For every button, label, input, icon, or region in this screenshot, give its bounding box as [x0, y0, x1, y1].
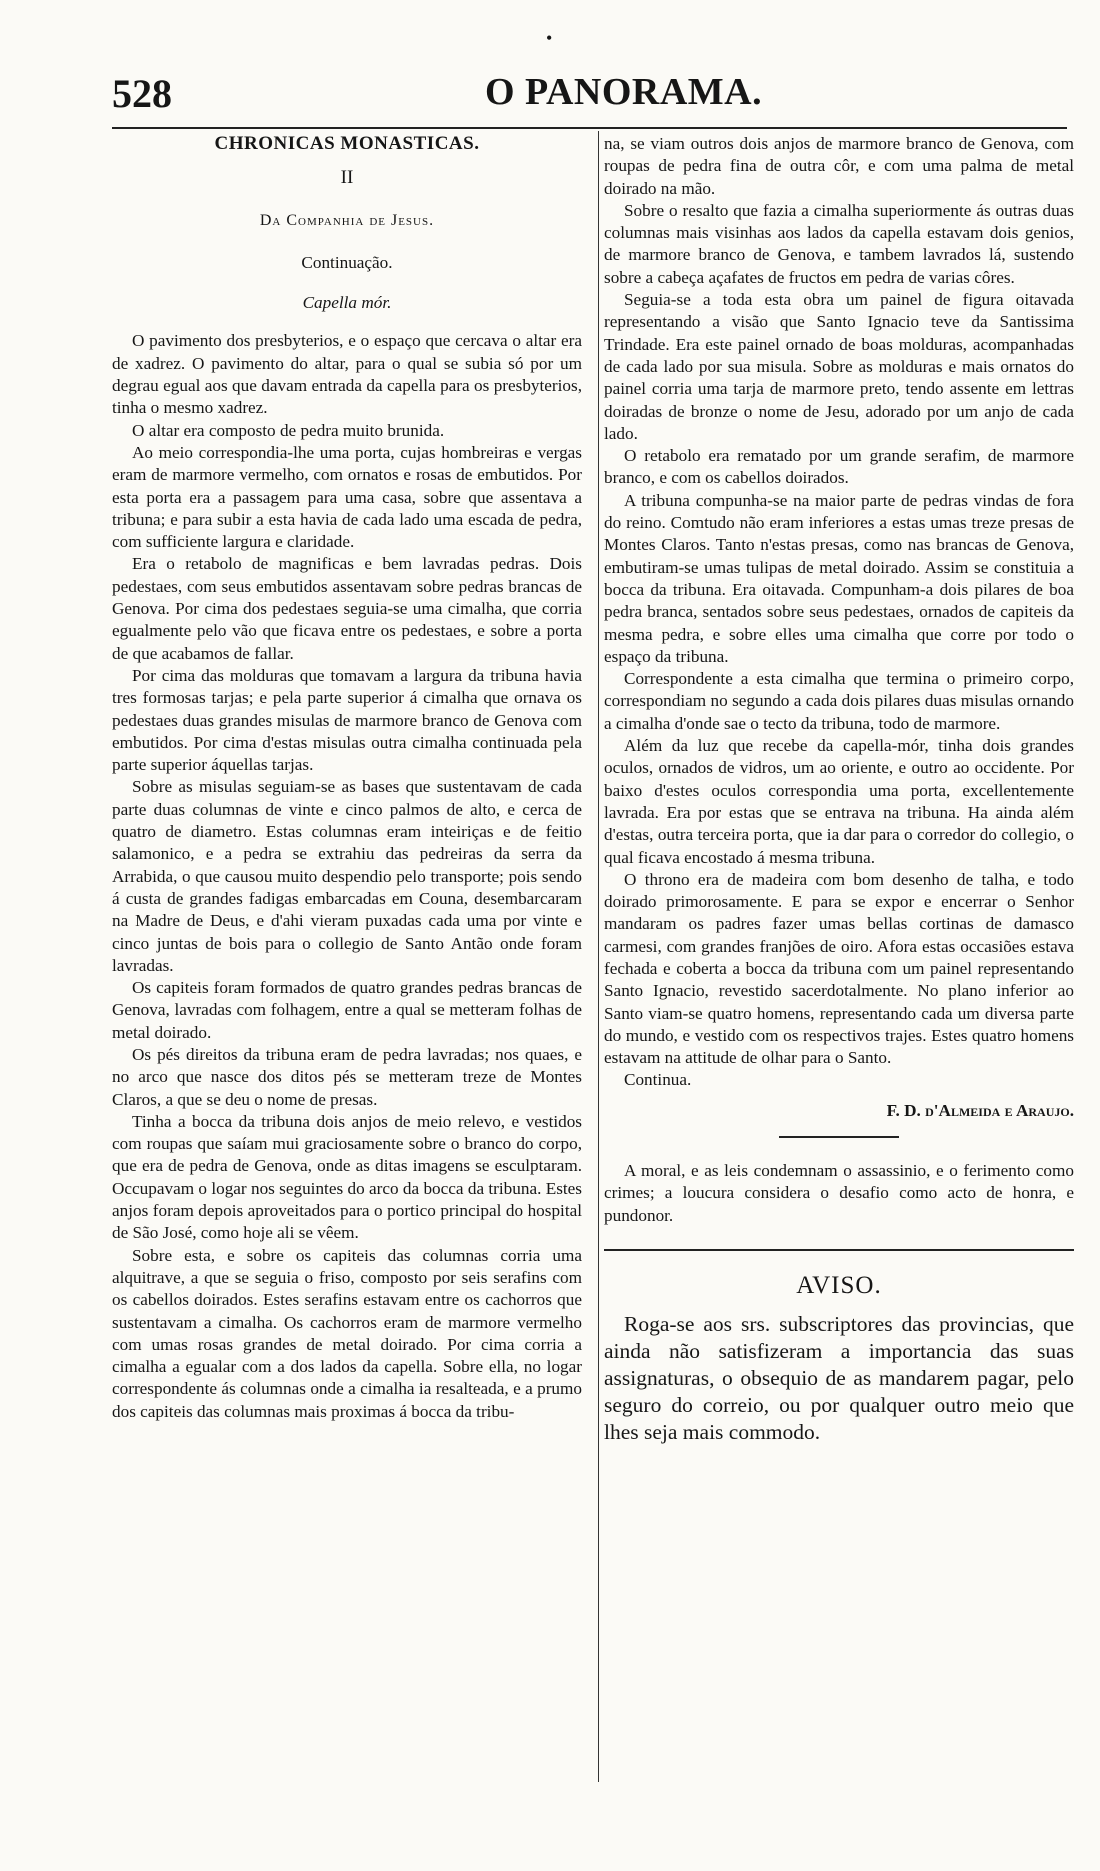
- paragraph: Além da luz que recebe da capella-mór, tinha dois grandes oculos, ornados de vidros, um ao oriente, e outro ao occidente. Por baixo d'estes oculos correspondia uma porta, excellentemente lavrada. Era por estas que se entrava na tribuna. Ha ainda além d'estas, outra terceira porta, que ia dar para o corredor do collegio, o qual ficava encostado á mesma tribuna.: [604, 736, 1074, 867]
- continuation-label: Continuação.: [301, 252, 393, 272]
- header-rule: [112, 127, 1067, 129]
- paragraph: Por cima das molduras que tomavam a largura da tribuna havia tres formosas tarjas; e pela parte superior á cimalha que ornava os pedestaes duas grandes misulas de marmore branco de Genova com embutidos. Por cima d'estas misulas outra cimalha continuada pela parte superior áquellas tarjas.: [112, 665, 582, 775]
- section-rule: [604, 1249, 1074, 1251]
- page-number: 528: [112, 71, 172, 116]
- continua-label: Continua.: [624, 1070, 692, 1090]
- paragraph: Sobre as misulas seguiam-se as bases que sustentavam de cada parte duas columnas de vinte e cinco palmos de alto, e cerca de quatro de diametro. Estas columnas eram inteiriças e de feitio salamonico, e a pedra se extrahiu das pedreiras da serra da Arrabida, o que causou muito despendio pelo transporte; pois sendo á custa de grandes fadigas embarcadas em Couna, desembarcaram na Madre de Deus, e d'ahi vieram puxadas cada uma por vinte e cinco juntas de bois para o collegio de Santo Antão onde foram lavradas.: [112, 777, 582, 975]
- paragraph: Era o retabolo de magnificas e bem lavradas pedras. Dois pedestaes, com seus embutidos assentavam sobre pedras brancas de Genova. Por cima dos pedestaes seguia-se uma cimalha, que corria egualmente pelo vão que ficava entre os pedestaes, e sobre a porta de que acabamos de fallar.: [112, 554, 582, 663]
- paragraph: A tribuna compunha-se na maior parte de pedras vindas de fora do reino. Comtudo não eram inferiores a estas umas treze presas de Montes Claros. Tanto n'estas presas, como nas brancas de Genova, embutiram-se umas tulipas de metal doirado. Assim se constituia a bocca da tribuna. Era oitavada. Compunham-a dois pilares de boa pedra branca, sentados sobre seus pedestaes, ornados de capiteis da mesma pedra, e sobre elles uma cimalha que corre por todo o espaço da tribuna.: [604, 490, 1074, 666]
- paragraph: Sobre esta, e sobre os capiteis das columnas corria uma alquitrave, a que se seguia o friso, composto por seis serafins com os cabellos doirados. Estes serafins estavam entre os cachorros que sustentavam a cimalha. Os cachorros eram de marmore vermelho com umas rosas grandes de metal doirado. Por cima corria a cimalha a egualar com a dos lados da capella. Sobre ella, no logar correspondente ás columnas onde a cimalha ia resalteada, e a prumo dos capiteis das columnas mais proximas á bocca da tribu-: [112, 1245, 582, 1421]
- paragraph: O altar era composto de pedra muito brunida.: [132, 420, 445, 440]
- section-title: Capella mór.: [302, 293, 392, 313]
- paragraph: Os capiteis foram formados de quatro grandes pedras brancas de Genova, lavradas com folhagem, entre a qual se metteram folhas de metal doirado.: [112, 978, 582, 1042]
- paragraph: na, se viam outros dois anjos de marmore branco de Genova, com roupas de pedra fina de outra côr, e com uma palma de metal doirado na mão.: [604, 134, 1074, 198]
- masthead-title: O PANORAMA.: [485, 71, 763, 113]
- ink-mark: •: [546, 28, 553, 48]
- moral-note: A moral, e as leis condemnam o assassinio, e o ferimento como crimes; a loucura considera o desafio como acto de honra, e pundonor.: [604, 1161, 1074, 1225]
- paragraph: O retabolo era rematado por um grande serafim, de marmore branco, e com os cabellos doirados.: [604, 446, 1074, 488]
- article-headline: CHRONICAS MONASTICAS.: [214, 133, 480, 154]
- right-column: [604, 133, 1074, 1446]
- article-part-number: II: [340, 167, 354, 189]
- paragraph: Tinha a bocca da tribuna dois anjos de meio relevo, e vestidos com roupas que saíam mui graciosamente sobre o branco do corpo, que era de pedra de Genova, onde as ditas imagens se esculptaram. Occupavam o logar nos seguintes do arco da bocca da tribuna. Estes anjos foram depois aproveitados para o portico principal do hospital de São José, como hoje ali se vêem.: [112, 1111, 582, 1243]
- paragraph: O throno era de madeira com bom desenho de talha, e todo doirado primorosamente. E para se expor e encerrar o Senhor mandaram os padres fazer umas bellas cortinas de damasco carmesi, com grandes franjões de oiro. Afora estas occasiões estava fechada e coberta a bocca da tribuna com um painel representando Santo Ignacio, revestido sacerdotalmente. No plano inferior ao Santo viam-se quatro homens, representando cada um diversa parte do mundo, e vestido com os respectivos trajes. Estes quatro homens estavam na attitude de olhar para o Santo.: [604, 869, 1074, 1068]
- left-column: [112, 133, 582, 1423]
- paragraph: Sobre o resalto que fazia a cimalha superiormente ás outras duas columnas mais visinhas aos lados da capella estavam dois genios, de marmore branco de Genova, e tambem lavrados lá, sustendo sobre a cabeça açafates de fructos em pedra de varias côres.: [604, 200, 1074, 287]
- notice-text: Roga-se aos srs. subscriptores das provincias, que ainda não satisfizeram a importancia das suas assignaturas, o obsequio de as mandarem pagar, pelo seguro do correio, ou por qualquer outro meio que lhes seja mais commodo.: [604, 1312, 1074, 1445]
- author-signature: F. D. d'Almeida e Araujo.: [886, 1100, 1074, 1120]
- separator-rule: [779, 1136, 899, 1138]
- article-subheading: Da Companhia de Jesus.: [259, 211, 435, 229]
- paragraph: O pavimento dos presbyterios, e o espaço que cercava o altar era de xadrez. O pavimento do altar, para o qual se subia só por um degrau egual aos que davam entrada da capella para os presbyterios, tinha o mesmo xadrez.: [112, 331, 582, 418]
- paragraph: Os pés direitos da tribuna eram de pedra lavradas; nos quaes, e no arco que nasce dos ditos pés se metteram treze de Montes Claros, a que se deu o nome de presas.: [112, 1044, 582, 1109]
- paragraph: Ao meio correspondia-lhe uma porta, cujas hombreiras e vergas eram de marmore vermelho, com ornatos e rosas de embutidos. Por esta porta era a passagem para uma casa, sobre que assentava a tribuna; e para subir a esta havia de cada lado uma escada de pedra, com sufficiente largura e claridade.: [112, 442, 582, 552]
- column-divider: [598, 131, 599, 1782]
- notice-title: AVISO.: [796, 1271, 882, 1299]
- paragraph: Correspondente a esta cimalha que termina o primeiro corpo, correspondiam no segundo a cada dois pilares duas misulas ornando a cimalha d'onde sae o tecto da tribuna, todo de marmore.: [604, 669, 1074, 733]
- paragraph: Seguia-se a toda esta obra um painel de figura oitavada representando a visão que Santo Ignacio teve da Santissima Trindade. Era este painel ornado de boas molduras, acompanhadas de cada lado por sua misula. Sobre as molduras e mais ornatos do painel corria uma tarja de marmore preto, tendo assente em lettras doiradas de bronze o nome de Jesu, adorado por um anjo de cada lado.: [604, 290, 1074, 443]
